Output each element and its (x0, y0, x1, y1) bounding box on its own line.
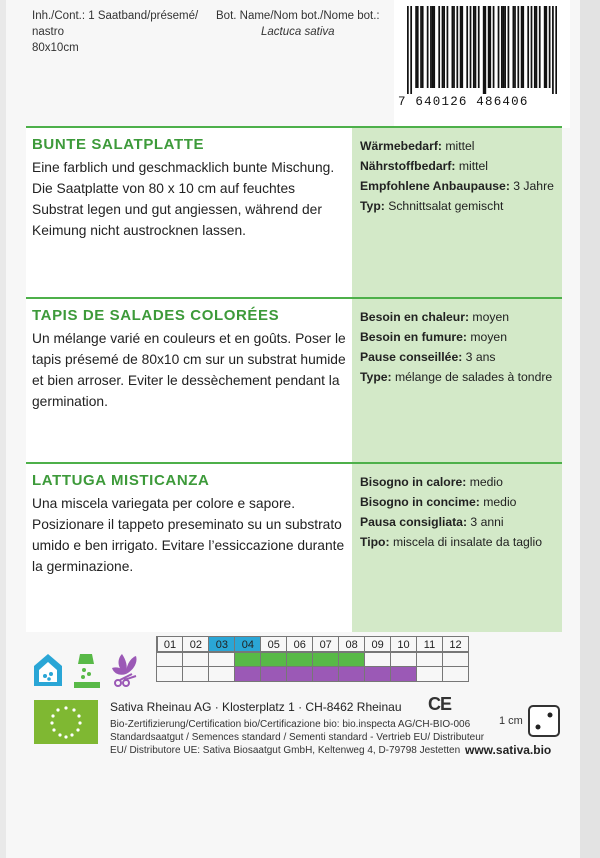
spec-row (360, 176, 560, 196)
spec-value: mittel (441, 139, 475, 153)
calendar-cell (287, 652, 313, 667)
section-german (26, 126, 562, 300)
barcode-bar (417, 6, 419, 88)
spec-row (360, 327, 560, 347)
barcode-bar (430, 6, 432, 88)
barcode-bar (420, 6, 422, 88)
month-label: 07 (313, 637, 339, 653)
barcode-bar (427, 6, 429, 88)
barcode-bar (410, 6, 412, 94)
barcode-bar (443, 6, 445, 88)
spec-value: medio (479, 495, 517, 509)
spec-value: 3 ans (462, 350, 496, 364)
calendar-cell (365, 667, 391, 682)
barcode-bar (453, 6, 455, 88)
barcode-bar (407, 6, 409, 94)
barcode-bar (442, 6, 444, 88)
calendar-grid (156, 636, 469, 682)
spec-value: Schnittsalat gemischt (384, 199, 504, 213)
barcode-bar (508, 6, 510, 88)
barcode-bar (501, 6, 503, 88)
month-label: 06 (287, 637, 313, 653)
section-french (26, 297, 562, 471)
month-label: 11 (417, 637, 443, 653)
spec-row (360, 307, 560, 327)
spec-value: miscela di insalate da taglio (389, 535, 542, 549)
barcode-bar (527, 6, 529, 88)
spec-value: 3 Jahre (509, 179, 554, 193)
barcode-bar (461, 6, 463, 88)
spec-list (360, 307, 560, 387)
calendar-cell (183, 667, 209, 682)
barcode-bar (534, 6, 536, 88)
section-heading: TAPIS DE SALADES COLORÉES (32, 307, 280, 324)
distributor-text: EU/ Distributore UE: Sativa Biosaatgut GmbH, Keltenweg 4, D-79798 Jestetten (110, 745, 461, 756)
spec-label: Besoin en fumure: (360, 330, 467, 344)
calendar-cell (391, 652, 417, 667)
spec-label: Pause conseillée: (360, 350, 463, 364)
calendar-cell (235, 652, 261, 667)
calendar-row-planting (157, 652, 469, 667)
ce-mark: CE (428, 694, 452, 714)
barcode-bar (438, 6, 440, 88)
spec-list (360, 472, 560, 552)
calendar-cell (157, 652, 183, 667)
barcode-bar (549, 6, 551, 88)
greenhouse-sowing-icon (30, 650, 66, 690)
month-label: 03 (209, 637, 235, 653)
calendar-cell (261, 652, 287, 667)
certification-text: Bio-Zertifizierung/Certification bio/Certificazione bio: bio.inspecta AG/CH-BIO-006 (110, 719, 471, 730)
spec-list (360, 136, 560, 216)
barcode-bar (470, 6, 472, 88)
spec-row (360, 472, 560, 492)
calendar-month-row (157, 636, 470, 653)
barcode-bar (475, 6, 477, 88)
spec-label: Type: (360, 370, 392, 384)
section-heading: LATTUGA MISTICANZA (32, 472, 210, 489)
calendar-cell (443, 667, 469, 682)
spec-label: Besoin en chaleur: (360, 310, 470, 324)
section-description: Un mélange varié en couleurs et en goûts. Poser le tapis présemé de 80x10 cm sur un substrat humide et bien arroser. Eviter le dessèchement pendant la germination. (32, 331, 346, 409)
harvest-icon (108, 650, 144, 690)
barcode-bar (531, 6, 533, 88)
month-label: 12 (442, 637, 468, 653)
calendar-cell (443, 652, 469, 667)
barcode-bar (552, 6, 554, 94)
month-label: 02 (183, 637, 209, 653)
content-line-1: Inh./Cont.: 1 Saatband/présemé/ (32, 10, 199, 22)
barcode-bar (466, 6, 468, 88)
spec-label: Typ: (360, 199, 385, 213)
barcode-bar (498, 6, 500, 88)
spec-row (360, 347, 560, 367)
barcode-bar (503, 6, 505, 88)
calendar-cell (313, 652, 339, 667)
barcode-bar (555, 6, 557, 94)
spec-label: Bisogno in concime: (360, 495, 480, 509)
spec-row (360, 532, 560, 552)
spec-value: moyen (467, 330, 507, 344)
barcode-image (407, 6, 557, 94)
barcode-bar (545, 6, 547, 88)
company-address: Sativa Rheinau AG · Klosterplatz 1 · CH-8462 Rheinau (110, 700, 402, 714)
section-heading: BUNTE SALATPLATTE (32, 136, 205, 153)
sowing-calendar (156, 636, 469, 682)
barcode-bar (544, 6, 546, 88)
calendar-cell (209, 652, 235, 667)
month-label: 10 (391, 637, 417, 653)
barcode-bar (432, 6, 434, 88)
calendar-cell (313, 667, 339, 682)
spec-row (360, 492, 560, 512)
calendar-cell (261, 667, 287, 682)
barcode-bar (473, 6, 475, 88)
barcode-bar (483, 6, 485, 94)
spec-label: Bisogno in calore: (360, 475, 467, 489)
one-cm-scale-icon (528, 705, 560, 737)
barcode-bar (539, 6, 541, 88)
barcode-bar (447, 6, 449, 88)
barcode-bar (484, 6, 486, 94)
content-label (32, 8, 198, 56)
barcode-bar (489, 6, 491, 88)
spec-label: Empfohlene Anbaupause: (360, 179, 510, 193)
content-line-2: nastro (32, 26, 64, 38)
section-description: Eine farblich und geschmacklich bunte Mischung. Die Saatplatte von 80 x 10 cm auf feuchtes Substrat legen und gut angiessen, während der Keimung nicht austrocknen lassen. (32, 160, 335, 238)
website-link[interactable]: www.sativa.bio (465, 743, 552, 757)
barcode-bar (517, 6, 519, 88)
calendar-row-harvest (157, 667, 469, 682)
calendar-cell (339, 667, 365, 682)
botanical-name-label: Bot. Name/Nom bot./Nome bot.: (216, 10, 380, 22)
barcode-bar (478, 6, 480, 88)
barcode-bar (493, 6, 495, 88)
barcode-bar (512, 6, 514, 88)
calendar-cell (417, 652, 443, 667)
month-label: 08 (339, 637, 365, 653)
barcode-bar (521, 6, 523, 88)
section-description: Una miscela variegata per colore e sapore. Posizionare il tappeto preseminato su un substrato umido e ben irrigato. Evitare l’essiccazione durante la germinazione. (32, 496, 345, 574)
spec-value: mélange de salades à tondre (391, 370, 553, 384)
barcode-digits: 7 640126 486406 (398, 95, 529, 109)
calendar-cell (183, 652, 209, 667)
botanical-name-value: Lactuca sativa (261, 26, 335, 38)
barcode-bar (452, 6, 454, 88)
standard-seed-text: Standardsaatgut / Semences standard / Sementi standard - Vertrieb EU/ Distributeur (110, 732, 485, 743)
barcode-bar (514, 6, 516, 88)
calendar-cell (417, 667, 443, 682)
direct-sowing-icon (72, 652, 102, 690)
calendar-cell (209, 667, 235, 682)
eu-organic-logo (34, 700, 98, 744)
barcode-bar (422, 6, 424, 88)
month-label: 04 (235, 637, 261, 653)
botanical-name (216, 8, 380, 40)
barcode-bar (456, 6, 458, 88)
spec-row (360, 156, 560, 176)
spec-row (360, 512, 560, 532)
barcode-bar (415, 6, 417, 88)
spec-value: mittel (455, 159, 488, 173)
calendar-cell (157, 667, 183, 682)
barcode-bar (536, 6, 538, 88)
calendar-cell (365, 652, 391, 667)
content-size: 80x10cm (32, 42, 79, 54)
barcode-bar (522, 6, 524, 88)
spec-value: medio (466, 475, 503, 489)
spec-value: 3 anni (467, 515, 504, 529)
spec-label: Pausa consigliata: (360, 515, 468, 529)
section-italian (26, 462, 562, 632)
spec-value: moyen (469, 310, 510, 324)
barcode-bar (488, 6, 490, 88)
one-cm-label: 1 cm (499, 715, 523, 727)
barcode-bar (460, 6, 462, 88)
calendar-cell (235, 667, 261, 682)
spec-row (360, 367, 560, 387)
month-label: 01 (157, 637, 183, 653)
barcode-bar (504, 6, 506, 88)
calendar-cell (287, 667, 313, 682)
spec-row (360, 136, 560, 156)
calendar-cell (339, 652, 365, 667)
month-label: 09 (365, 637, 391, 653)
spec-label: Nährstoffbedarf: (360, 159, 456, 173)
spec-row (360, 196, 560, 216)
calendar-cell (391, 667, 417, 682)
month-label: 05 (261, 637, 287, 653)
packet-edge (580, 0, 600, 858)
spec-label: Wärmebedarf: (360, 139, 442, 153)
spec-label: Tipo: (360, 535, 390, 549)
barcode-bar (433, 6, 435, 88)
